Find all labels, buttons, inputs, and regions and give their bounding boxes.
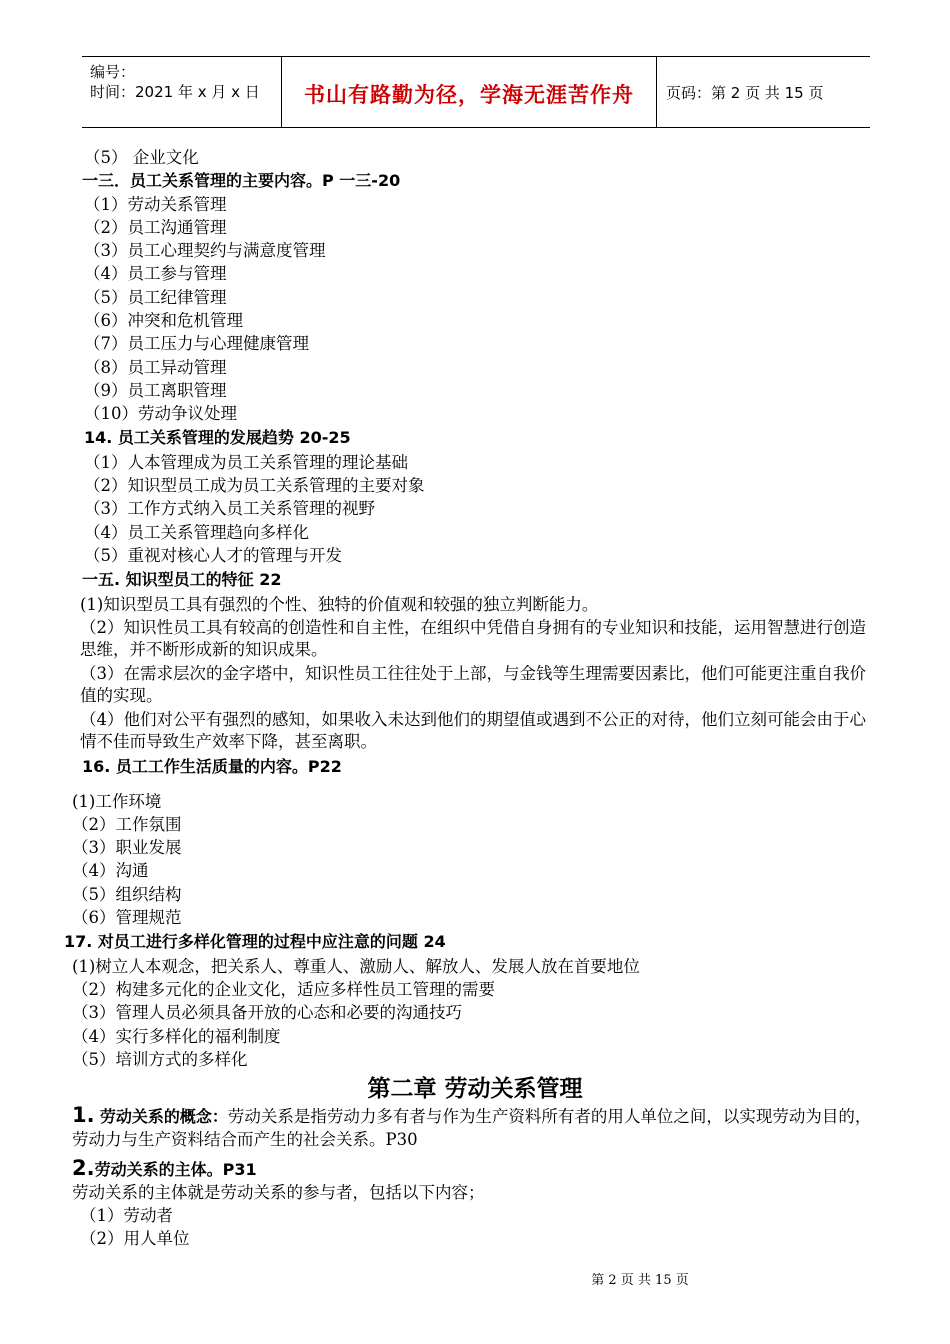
header-middle-cell [281, 57, 657, 127]
list-item: （10）劳动争议处理 [84, 404, 237, 423]
page-footer [0, 1269, 950, 1288]
header-right-cell [656, 57, 870, 127]
list-item: （3）管理人员必须具备开放的心态和必要的沟通技巧 [72, 1003, 462, 1022]
list-item: （1）劳动关系管理 [84, 195, 227, 214]
section-16-title: 16. 员工工作生活质量的内容。P22 [82, 757, 342, 776]
list-item: （3）职业发展 [72, 838, 182, 857]
section-2-title-line [72, 1157, 257, 1181]
list-item: (1)工作环境 [72, 792, 162, 811]
list-item: （6）冲突和危机管理 [84, 311, 243, 330]
paragraph: （2）知识性员工具有较高的创造性和自主性，在组织中凭借自身拥有的专业知识和技能，运用智慧进行创造思维，并不断形成新的知识成果。 [80, 618, 866, 659]
section-13-title: 一三．员工关系管理的主要内容。P 一三-20 [82, 171, 401, 190]
list-item: （1）人本管理成为员工关系管理的理论基础 [84, 453, 408, 472]
list-item: （2）用人单位 [80, 1229, 190, 1248]
motto: 书山有路勤为径，学海无涯苦作舟 [304, 83, 634, 107]
list-item: （5）员工纪律管理 [84, 288, 227, 307]
section-2-title: 劳动关系的主体。P31 [94, 1160, 257, 1179]
section-14-title: 14. 员工关系管理的发展趋势 20-25 [84, 428, 351, 447]
page-info: 页码：第 2 页 共 15 页 [666, 84, 824, 102]
section-15-title: 一五. 知识型员工的特征 22 [82, 570, 282, 589]
chapter-title: 第二章 劳动关系管理 [367, 1076, 583, 1102]
list-item: （3）员工心理契约与满意度管理 [84, 241, 326, 260]
list-item: （4）员工参与管理 [84, 264, 227, 283]
list-item: （7）员工压力与心理健康管理 [84, 334, 309, 353]
list-item: （4）实行多样化的福利制度 [72, 1027, 281, 1046]
definition-paragraph [72, 1104, 872, 1151]
list-item: （3）工作方式纳入员工关系管理的视野 [84, 499, 375, 518]
list-item: （8）员工异动管理 [84, 358, 227, 377]
intro-text: 劳动关系的主体就是劳动关系的参与者，包括以下内容； [72, 1183, 485, 1202]
list-item: （4）沟通 [72, 861, 149, 880]
list-item: （1）劳动者 [80, 1206, 173, 1225]
list-item: （5）培训方式的多样化 [72, 1050, 248, 1069]
top-item: （5） 企业文化 [84, 148, 199, 167]
header-left-cell [82, 57, 280, 127]
list-item: （2）构建多元化的企业文化，适应多样性员工管理的需要 [72, 980, 495, 999]
section-17-title: 17. 对员工进行多样化管理的过程中应注意的问题 24 [64, 932, 446, 951]
definition-text: 劳动关系是指劳动力多有者与作为生产资料所有者的用人单位之间，以实现劳动为目的，劳动力与生产资料结合而产生的社会关系。P30 [72, 1107, 872, 1149]
header-table [82, 56, 870, 128]
list-item: (1)树立人本观念，把关系人、尊重人、激励人、解放人、发展人放在首要地位 [72, 957, 640, 976]
number-label: 编号： [90, 63, 136, 81]
list-item: （6）管理规范 [72, 908, 182, 927]
list-item: （2）员工沟通管理 [84, 218, 227, 237]
list-item: （5）重视对核心人才的管理与开发 [84, 546, 342, 565]
footer-page-number: 第 2 页 共 15 页 [591, 1273, 689, 1288]
list-item: （2）知识型员工成为员工关系管理的主要对象 [84, 476, 425, 495]
item-number: 2. [72, 1156, 95, 1180]
paragraph: （4）他们对公平有强烈的感知，如果收入未达到他们的期望值或遇到不公正的对待，他们立刻可能会由于心情不佳而导致生产效率下降，甚至离职。 [80, 710, 866, 751]
item-number: 1. [72, 1103, 95, 1127]
list-item: （5）组织结构 [72, 885, 182, 904]
list-item: （2）工作氛围 [72, 815, 182, 834]
list-item: （4）员工关系管理趋向多样化 [84, 523, 309, 542]
paragraph: (1)知识型员工具有强烈的个性、独特的价值观和较强的独立判断能力。 [80, 595, 599, 614]
list-item: （9）员工离职管理 [84, 381, 227, 400]
paragraph: （3）在需求层次的金字塔中，知识性员工往往处于上部，与金钱等生理需要因素比，他们可能更注重自我价值的实现。 [80, 664, 866, 705]
term: 劳动关系的概念： [99, 1107, 228, 1126]
time-label: 时间：2021 年 x 月 x 日 [90, 83, 260, 101]
